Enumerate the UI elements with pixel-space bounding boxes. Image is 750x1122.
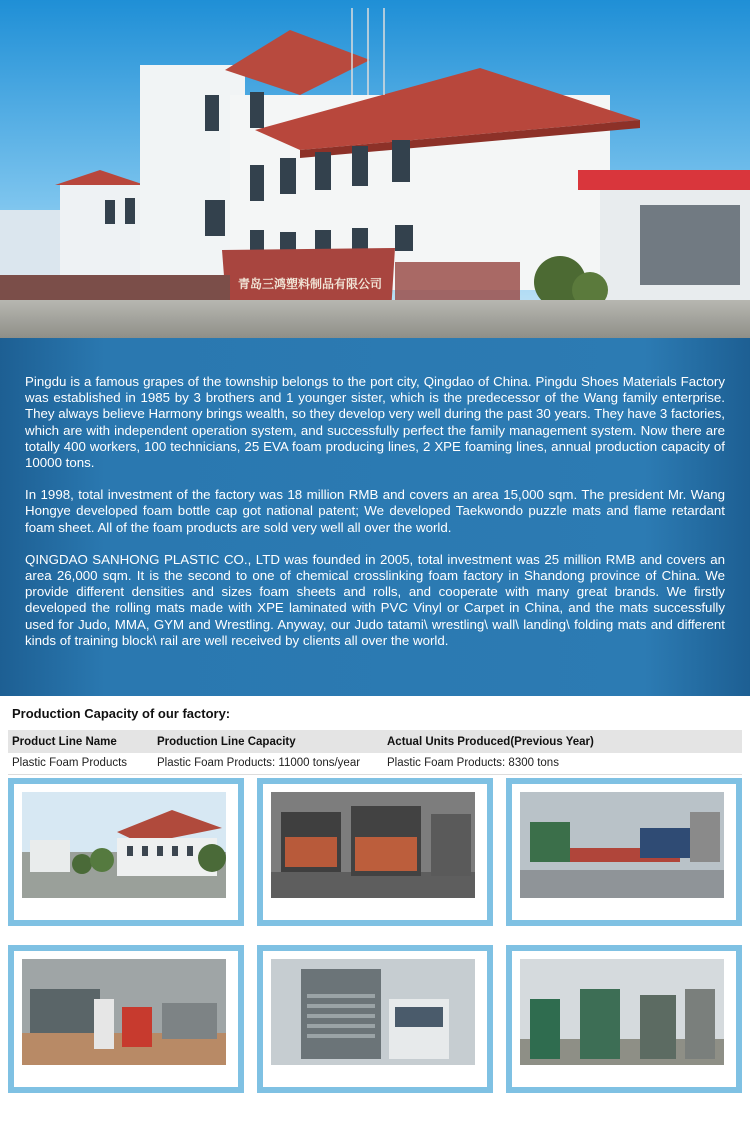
hydraulic-press-image: [271, 959, 475, 1065]
table-row: [8, 753, 742, 774]
header-production-line-capacity: Production Line Capacity: [153, 730, 383, 753]
production-hall-image: [520, 959, 724, 1065]
cell-actual-units-produced: Plastic Foam Products: 8300 tons: [383, 753, 742, 774]
capacity-title: Production Capacity of our factory:: [12, 706, 231, 721]
company-intro-panel: [0, 338, 750, 696]
factory-building-illustration: [0, 0, 750, 338]
header-actual-units-produced: Actual Units Produced(Previous Year): [383, 730, 742, 753]
cell-production-line-capacity: Plastic Foam Products: 11000 tons/year: [153, 753, 383, 774]
company-intro-text: [25, 374, 725, 665]
capacity-table: [8, 730, 742, 775]
factory-photo-hydraulic-press: [257, 945, 493, 1093]
workshop-interior-image: [22, 959, 226, 1065]
intro-paragraph-2: In 1998, total investment of the factory was 18 million RMB and covers an area 15,000 sqm. The president Mr. Wang Hongye developed foam bottle cap got national patent; We developed Taekwondo puzzle mats and flame retardant foam sheet. All of the foam products are sold very well all over the world.: [25, 487, 725, 535]
intro-paragraph-3: QINGDAO SANHONG PLASTIC CO., LTD was founded in 2005, total investment was 25 million RMB and covers an area 26,000 sqm. It is the second to one of chemical crosslinking foam factory in Shandong province of China. We provide different densities and sizes foam sheets and rolls, and cooperate with many great brands. We firstly developed the rolling mats made with XPE laminated with PVC Vinyl or Carpet in China, and the mats successfully used for Judo, MMA, GYM and Wrestling. Anyway, our Judo tatami\ wrestling\ wall\ landing\ folding mats and different kinds of training block\ rail are well received by clients all over the world.: [25, 551, 725, 648]
extrusion-line-image: [520, 792, 724, 898]
factory-photo-extrusion-line: [506, 778, 742, 926]
factory-photo-exterior: [8, 778, 244, 926]
factory-photo-production-hall: [506, 945, 742, 1093]
factory-exterior-image: [22, 792, 226, 898]
capacity-header-row: [8, 730, 742, 753]
factory-photo-presses: [257, 778, 493, 926]
intro-paragraph-1: Pingdu is a famous grapes of the township belongs to the port city, Qingdao of China. Pingdu Shoes Materials Factory was established in 1985 by 3 brothers and 1 younger sister, which is the predecessor of the Wang family enterprise. They always believe Harmony brings wealth, so they develop very well during the past 30 years. They have 3 factories, which are with independent operation system, and successfully perfect the family management system. Now there are totally 400 workers, 100 technicians, 25 EVA foam producing lines, 2 XPE foaming lines, annual production capacity of 10000 tons.: [25, 374, 725, 471]
cell-product-line-name: Plastic Foam Products: [8, 753, 153, 774]
header-product-line-name: Product Line Name: [8, 730, 153, 753]
hero-factory-photo: [0, 0, 750, 338]
foam-press-machines-image: [271, 792, 475, 898]
hero-sign-text: 青岛三鸿塑料制品有限公司: [237, 277, 383, 291]
factory-photo-workshop: [8, 945, 244, 1093]
